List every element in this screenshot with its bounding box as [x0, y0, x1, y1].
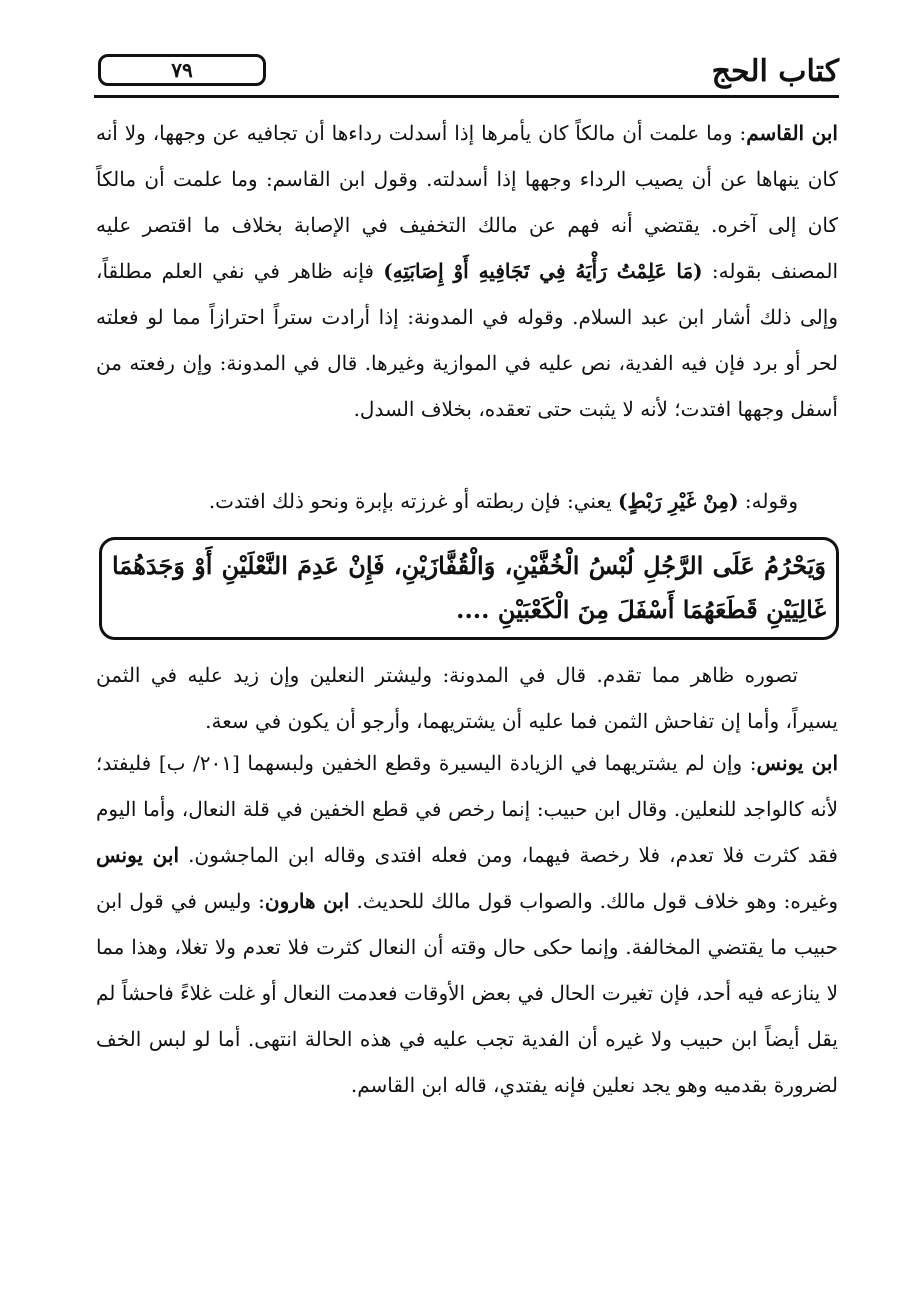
- page-header: [94, 50, 839, 100]
- quoted-matn: (مِنْ غَيْرِ رَبْطٍ): [618, 489, 739, 513]
- matn-frame: [99, 537, 839, 640]
- paragraph-text: وغيره: وهو خلاف قول مالك. والصواب قول مالك للحديث.: [349, 889, 838, 913]
- paragraph-text: : وما علمت أن مالكاً كان يأمرها إذا أسدلت رداءها أن تجافيه عن وجهها، ولا أنه كان ينهاها عن أن يصيب الرداء وجهها إذا أسدلته. وقول ابن القاسم: وما علمت أن مالكاً كان إلى آخره. يقتضي أنه فهم عن مالك التخفيف في الإصابة بخلاف ما اقتصر عليه المصنف بقوله:: [96, 121, 838, 283]
- paragraph-text: تصوره ظاهر مما تقدم. قال في المدونة: وليشتر النعلين وإن زيد عليه في الثمن يسيراً، وأما إن تفاحش الثمن فما عليه أن يشتريهما، وأرجو أن يكون في سعة.: [96, 663, 838, 733]
- speaker-ibn-yunus-2: ابن يونس: [96, 843, 179, 867]
- speaker-ibn-harun: ابن هارون: [264, 889, 350, 913]
- speaker-ibn-al-qasim: ابن القاسم: [746, 121, 838, 145]
- paragraph-text: : وليس في قول ابن حبيب ما يقتضي المخالفة. وإنما حكى حال وقته أن النعال كثرت فلا تعدم ولا تغلا، وهذا مما لا ينازعه فيه أحد، فإن تغيرت الحال في بعض الأوقات فعدمت النعال أو غلت غلاءً فاحشاً لم يقل أيضاً ابن حبيب ولا غيره أن الفدية تجب عليه في هذه الحالة انتهى. أما لو لبس الخف لضرورة بقدميه وهو يجد نعلين فإنه يفتدي، قاله ابن القاسم.: [96, 889, 838, 1097]
- paragraph-ibn-yunus: [96, 740, 838, 1108]
- paragraph-text: : وإن لم يشتريهما في الزيادة اليسيرة وقطع الخفين ولبسهما [٢٠١/ ب] فليفتد؛ لأنه كالواجد للنعلين. وقال ابن حبيب: إنما رخص في قطع الخفين في قلة النعال، وأما اليوم فقد كثرت فلا تعدم، فلا رخصة فيهما، ومن فعله افتدى وقاله ابن الماجشون.: [96, 751, 838, 867]
- paragraph-text: يعني: فإن ربطته أو غرزته بإبرة ونحو ذلك افتدت.: [208, 489, 618, 513]
- paragraph-without-tying: [96, 478, 838, 524]
- matn-text: وَيَحْرُمُ عَلَى الرَّجُلِ لُبْسُ الْخُفَّيْنِ، وَالْقُفَّازَيْنِ، فَإِنْ عَدِمَ النَّعْلَيْنِ أَوْ وَجَدَهُمَا غَالِيَيْنِ قَطَعَهُمَا أَسْفَلَ مِنَ الْكَعْبَيْنِ ....: [112, 551, 826, 624]
- paragraph-commentary: [96, 652, 838, 744]
- paragraph-text: وقوله:: [738, 489, 798, 513]
- page-number: ٧٩: [98, 54, 266, 86]
- paragraph-text: فإنه ظاهر في نفي العلم مطلقاً، وإلى ذلك أشار ابن عبد السلام. وقوله في المدونة: إذا أرادت ستراً احترازاً مما لو فعلته لحر أو برد فإن فيه الفدية، نص عليه في الموازية وغيرها. قال في المدونة: وإن رفعته من أسفل وجهها افتدت؛ لأنه لا يثبت حتى تعقده، بخلاف السدل.: [96, 259, 838, 421]
- quoted-matn: (مَا عَلِمْتُ رَأْيَهُ فِي تَجَافِيهِ أَوْ إِصَابَتِهِ): [383, 259, 703, 283]
- book-title: كتاب الحج: [711, 54, 839, 89]
- speaker-ibn-yunus: ابن يونس: [756, 751, 839, 775]
- header-rule: [94, 95, 839, 98]
- paragraph-ibn-al-qasim: [96, 110, 838, 432]
